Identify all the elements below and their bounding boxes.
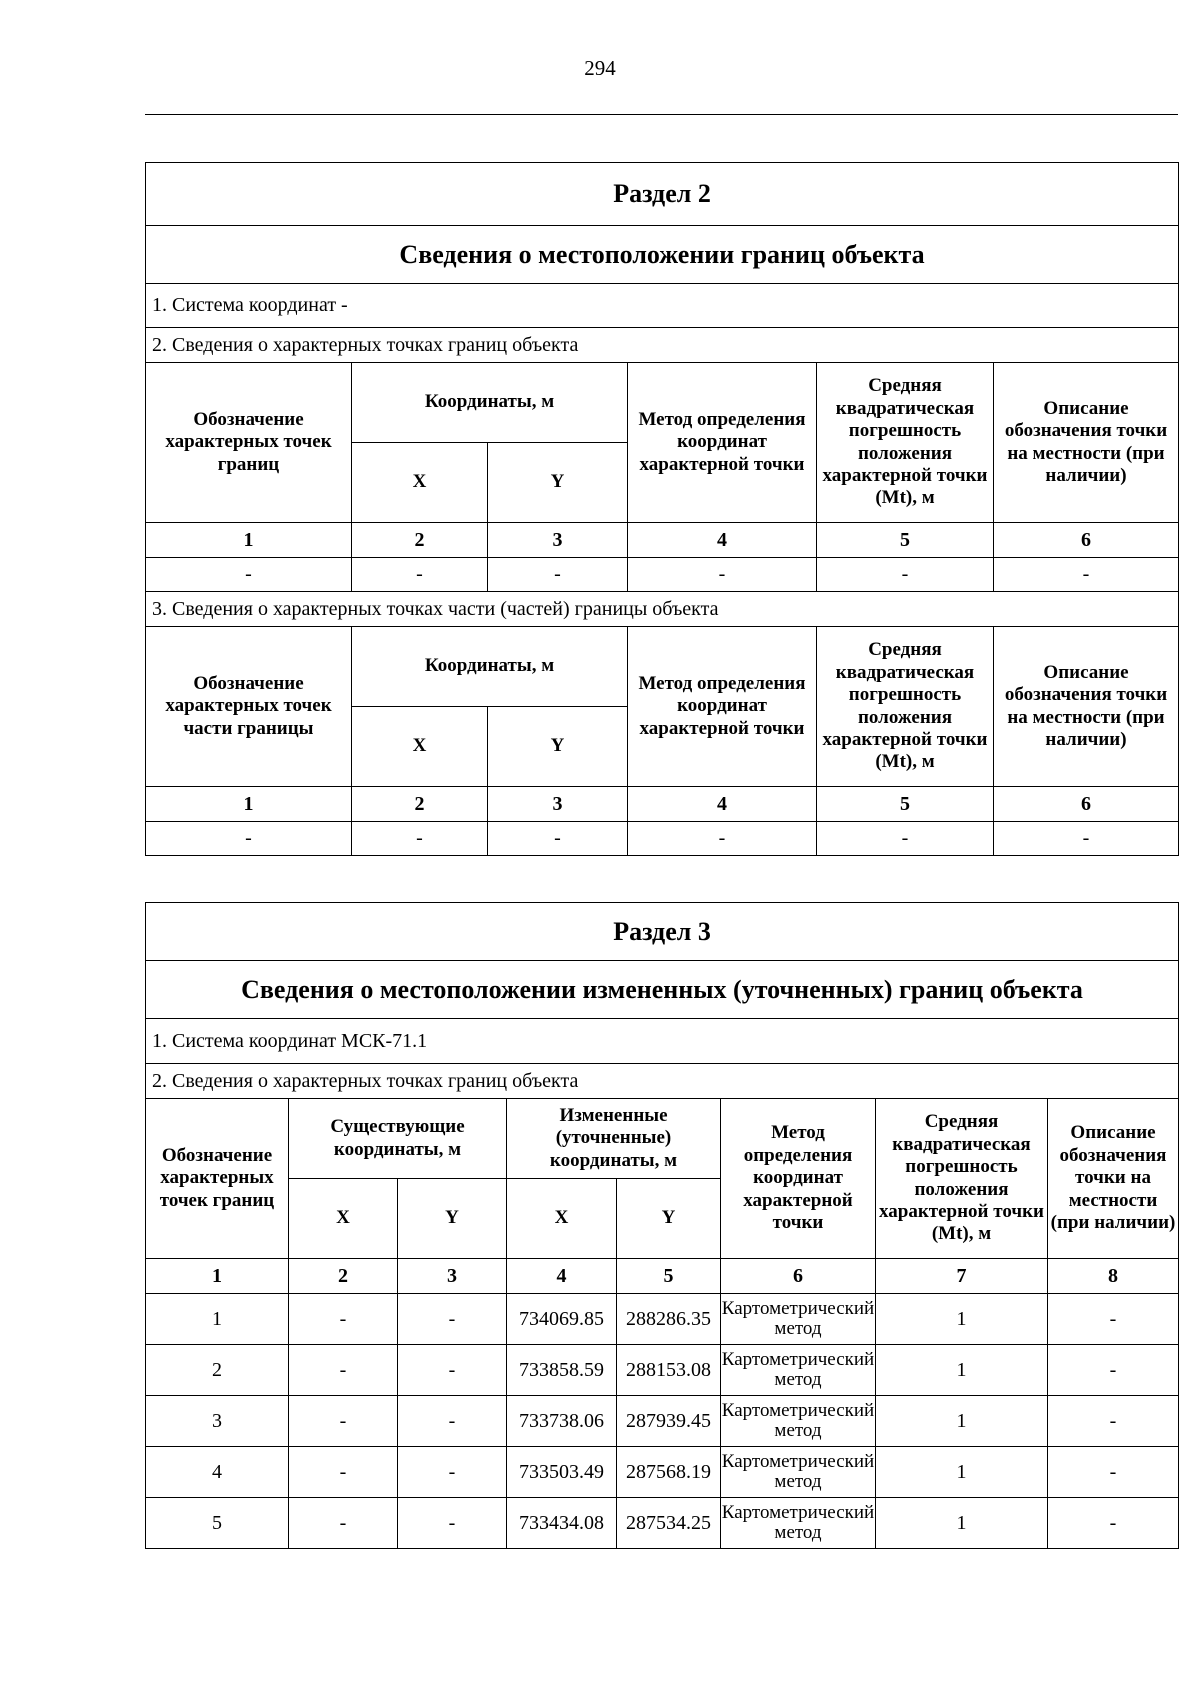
col-number: 1 [146, 523, 352, 558]
col-coords: Координаты, м [352, 363, 628, 443]
table-cell: - [628, 558, 817, 592]
error: 1 [876, 1498, 1048, 1549]
section-2-points-heading: 2. Сведения о характерных точках границ объекта [146, 328, 1179, 363]
table-cell: - [628, 822, 817, 856]
col-coords: Координаты, м [352, 627, 628, 707]
col-x: X [352, 443, 488, 523]
section-3-subtitle: Сведения о местоположении измененных (уточненных) границ объекта [146, 961, 1179, 1019]
section-2-parts-heading: 3. Сведения о характерных точках части (частей) границы объекта [146, 592, 1179, 627]
existing-x: - [289, 1294, 398, 1345]
existing-x: - [289, 1498, 398, 1549]
existing-x: - [289, 1396, 398, 1447]
col-changed-x: X [507, 1179, 617, 1259]
col-number: 2 [352, 787, 488, 822]
col-existing-coords: Существующие координаты, м [289, 1099, 507, 1179]
col-number: 3 [488, 523, 628, 558]
description: - [1048, 1498, 1179, 1549]
col-description: Описание обозначения точки на местности (при наличии) [994, 363, 1179, 523]
col-description: Описание обозначения точки на местности (при наличии) [1048, 1099, 1179, 1259]
section-3-title: Раздел 3 [146, 903, 1179, 961]
description: - [1048, 1396, 1179, 1447]
existing-y: - [398, 1447, 507, 1498]
table-cell: - [994, 822, 1179, 856]
point-id: 2 [146, 1345, 289, 1396]
error: 1 [876, 1396, 1048, 1447]
page-number: 294 [584, 56, 616, 80]
col-number: 5 [817, 523, 994, 558]
table-row [146, 1447, 1179, 1498]
col-number: 4 [628, 523, 817, 558]
col-number: 5 [617, 1259, 721, 1294]
changed-y: 287534.25 [617, 1498, 721, 1549]
col-number: 8 [1048, 1259, 1179, 1294]
col-designation: Обозначение характерных точек границ [146, 1099, 289, 1259]
existing-y: - [398, 1396, 507, 1447]
changed-x: 733434.08 [507, 1498, 617, 1549]
changed-y: 288153.08 [617, 1345, 721, 1396]
point-id: 1 [146, 1294, 289, 1345]
existing-y: - [398, 1294, 507, 1345]
col-number: 6 [994, 787, 1179, 822]
method: Картометрический метод [721, 1447, 876, 1498]
changed-x: 733503.49 [507, 1447, 617, 1498]
existing-x: - [289, 1345, 398, 1396]
col-number: 1 [146, 1259, 289, 1294]
method: Картометрический метод [721, 1294, 876, 1345]
changed-y: 288286.35 [617, 1294, 721, 1345]
col-method: Метод определения координат характерной точки [628, 627, 817, 787]
col-existing-y: Y [398, 1179, 507, 1259]
table-row [146, 1396, 1179, 1447]
col-y: Y [488, 443, 628, 523]
section-3-points-heading: 2. Сведения о характерных точках границ объекта [146, 1064, 1179, 1099]
section-2-title: Раздел 2 [146, 163, 1179, 226]
col-y: Y [488, 707, 628, 787]
col-changed-y: Y [617, 1179, 721, 1259]
col-error: Средняя квадратическая погрешность положения характерной точки (Mt), м [876, 1099, 1048, 1259]
table-cell: - [817, 822, 994, 856]
table-cell: - [146, 822, 352, 856]
col-description: Описание обозначения точки на местности (при наличии) [994, 627, 1179, 787]
col-designation: Обозначение характерных точек части границы [146, 627, 352, 787]
col-changed-coords: Измененные (уточненные) координаты, м [507, 1099, 721, 1179]
col-number: 2 [289, 1259, 398, 1294]
col-number: 5 [817, 787, 994, 822]
col-method: Метод определения координат характерной точки [721, 1099, 876, 1259]
table-cell: - [352, 558, 488, 592]
col-error: Средняя квадратическая погрешность положения характерной точки (Mt), м [817, 627, 994, 787]
table-row [146, 1498, 1179, 1549]
point-id: 4 [146, 1447, 289, 1498]
error: 1 [876, 1294, 1048, 1345]
table-cell: - [352, 822, 488, 856]
col-number: 1 [146, 787, 352, 822]
section-2-coord-system: 1. Система координат - [146, 284, 1179, 328]
method: Картометрический метод [721, 1498, 876, 1549]
description: - [1048, 1294, 1179, 1345]
changed-y: 287568.19 [617, 1447, 721, 1498]
table-cell: - [817, 558, 994, 592]
col-number: 6 [994, 523, 1179, 558]
col-number: 4 [628, 787, 817, 822]
method: Картометрический метод [721, 1396, 876, 1447]
changed-x: 733858.59 [507, 1345, 617, 1396]
changed-y: 287939.45 [617, 1396, 721, 1447]
point-id: 5 [146, 1498, 289, 1549]
error: 1 [876, 1345, 1048, 1396]
section-3-table [145, 902, 1179, 1549]
col-number: 7 [876, 1259, 1048, 1294]
section-3-coord-system: 1. Система координат МСК-71.1 [146, 1019, 1179, 1064]
changed-x: 734069.85 [507, 1294, 617, 1345]
table-row [146, 1345, 1179, 1396]
col-method: Метод определения координат характерной точки [628, 363, 817, 523]
description: - [1048, 1447, 1179, 1498]
table-row [146, 1294, 1179, 1345]
col-existing-x: X [289, 1179, 398, 1259]
changed-x: 733738.06 [507, 1396, 617, 1447]
description: - [1048, 1345, 1179, 1396]
existing-x: - [289, 1447, 398, 1498]
table-cell: - [488, 822, 628, 856]
col-number: 3 [488, 787, 628, 822]
existing-y: - [398, 1345, 507, 1396]
section-2-subtitle: Сведения о местоположении границ объекта [146, 226, 1179, 284]
col-number: 6 [721, 1259, 876, 1294]
point-id: 3 [146, 1396, 289, 1447]
error: 1 [876, 1447, 1048, 1498]
table-cell: - [994, 558, 1179, 592]
col-number: 4 [507, 1259, 617, 1294]
table-cell: - [146, 558, 352, 592]
section-2-table [145, 162, 1179, 856]
header-divider [145, 114, 1178, 115]
existing-y: - [398, 1498, 507, 1549]
col-x: X [352, 707, 488, 787]
table-cell: - [488, 558, 628, 592]
col-error: Средняя квадратическая погрешность положения характерной точки (Mt), м [817, 363, 994, 523]
col-number: 2 [352, 523, 488, 558]
col-number: 3 [398, 1259, 507, 1294]
col-designation: Обозначение характерных точек границ [146, 363, 352, 523]
method: Картометрический метод [721, 1345, 876, 1396]
